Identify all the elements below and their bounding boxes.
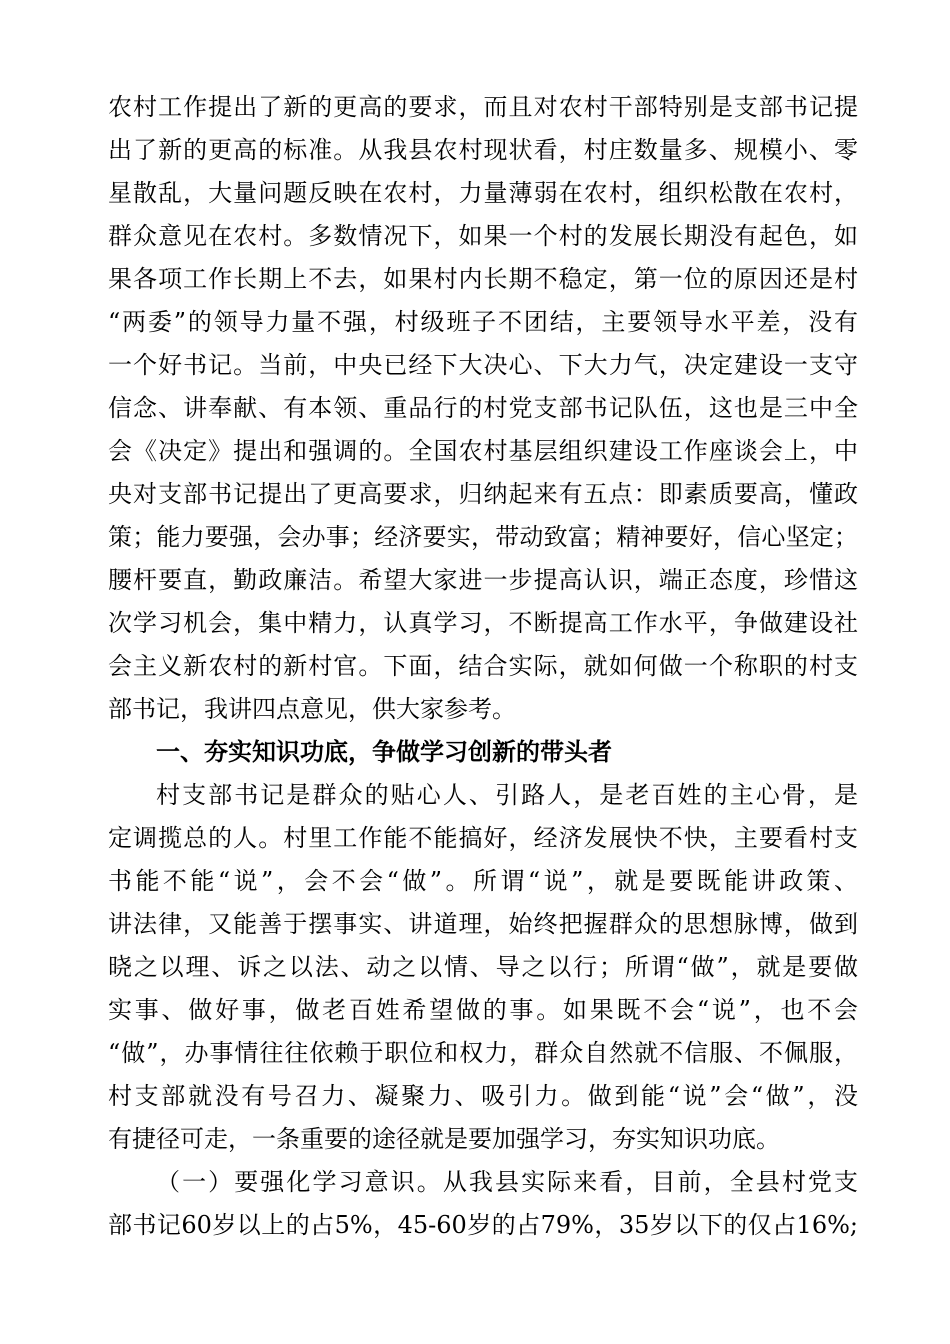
body-text-line: 信念、讲奉献、有本领、重品行的村党支部书记队伍，这也是三中全 (108, 394, 858, 422)
body-text-line: 农村工作提出了新的更高的要求，而且对农村干部特别是支部书记提 (108, 93, 858, 121)
body-text-line: 村支部书记是群众的贴心人、引路人，是老百姓的主心骨，是 (156, 781, 858, 809)
body-text-line: 星散乱，大量问题反映在农村，力量薄弱在农村，组织松散在农村， (108, 179, 858, 207)
body-text-line: 出了新的更高的标准。从我县农村现状看，村庄数量多、规模小、零 (108, 136, 858, 164)
body-text-line: 定调揽总的人。村里工作能不能搞好，经济发展快不快，主要看村支 (108, 824, 858, 852)
body-text-line: （一）要强化学习意识。从我县实际来看，目前，全县村党支 (156, 1168, 858, 1196)
body-text-line: “做”，办事情往往依赖于职位和权力，群众自然就不信服、不佩服， (108, 1039, 858, 1067)
body-text-line: 部书记，我讲四点意见，供大家参考。 (108, 695, 516, 723)
body-text-line: 腰杆要直，勤政廉洁。希望大家进一步提高认识，端正态度，珍惜这 (108, 566, 858, 594)
body-text-line: 讲法律，又能善于摆事实、讲道理，始终把握群众的思想脉博，做到 (108, 910, 858, 938)
body-text-line: 策；能力要强，会办事；经济要实，带动致富；精神要好，信心坚定； (108, 523, 858, 551)
body-text-line: 晓之以理、诉之以法、动之以情、导之以行；所谓“做”，就是要做 (108, 953, 858, 981)
body-text-line: 部书记60岁以上的占5%，45-60岁的占79%，35岁以下的仅占16%; (108, 1211, 858, 1239)
body-text-line: 会《决定》提出和强调的。全国农村基层组织建设工作座谈会上，中 (108, 437, 858, 465)
body-text-line: 次学习机会，集中精力，认真学习，不断提高工作水平，争做建设社 (108, 609, 858, 637)
body-text-line: 会主义新农村的新村官。下面，结合实际，就如何做一个称职的村支 (108, 652, 858, 680)
body-text-line: 一个好书记。当前，中央已经下大决心、下大力气，决定建设一支守 (108, 351, 858, 379)
body-text-line: 果各项工作长期上不去，如果村内长期不稳定，第一位的原因还是村 (108, 265, 858, 293)
body-text-line: “两委”的领导力量不强，村级班子不团结，主要领导水平差，没有 (108, 308, 858, 336)
body-text-line: 村支部就没有号召力、凝聚力、吸引力。做到能“说”会“做”，没 (108, 1082, 858, 1110)
body-text-line: 实事、做好事，做老百姓希望做的事。如果既不会“说”，也不会 (108, 996, 858, 1024)
body-text-line: 群众意见在农村。多数情况下，如果一个村的发展长期没有起色，如 (108, 222, 858, 250)
body-text-line: 有捷径可走，一条重要的途径就是要加强学习，夯实知识功底。 (108, 1125, 780, 1153)
body-text-line: 书能不能“说”，会不会“做”。所谓“说”，就是要既能讲政策、 (108, 867, 858, 895)
section-heading: 一、夯实知识功底，争做学习创新的带头者 (156, 738, 612, 766)
body-text-line: 央对支部书记提出了更高要求，归纳起来有五点：即素质要高，懂政 (108, 480, 858, 508)
